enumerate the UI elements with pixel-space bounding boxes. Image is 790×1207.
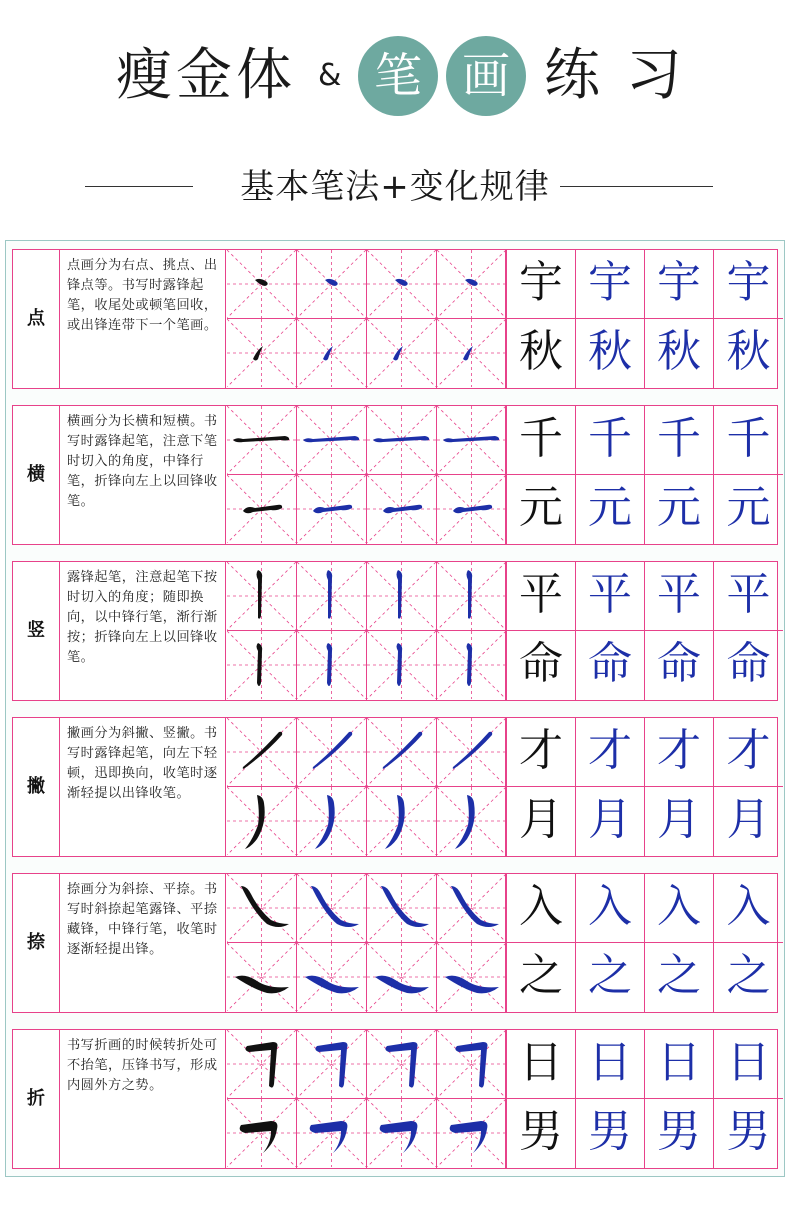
example-character-cell: 才 — [576, 718, 645, 787]
brush-stroke-heng-long — [367, 406, 436, 474]
practice-sheet — [5, 240, 785, 1177]
title-circle-2: 画 — [446, 36, 526, 116]
example-character-cell: 才 — [645, 718, 714, 787]
example-character-cell: 宇 — [714, 250, 783, 319]
section-label: 竖 — [13, 562, 60, 700]
brush-stroke-dot-tick — [227, 319, 296, 387]
example-character-cell: 月 — [645, 787, 714, 856]
example-character-cell: 月 — [507, 787, 576, 856]
section-2 — [12, 405, 778, 545]
example-character-cell: 日 — [507, 1030, 576, 1099]
stroke-practice-cell — [297, 943, 367, 1012]
brush-stroke-zhe-2 — [367, 1099, 436, 1167]
brush-stroke-zhe-2 — [437, 1099, 506, 1167]
section-description: 点画分为右点、挑点、出锋点等。书写时露锋起笔，收尾处或顿笔回收，或出锋连带下一个笔画。 — [60, 250, 226, 388]
stroke-practice-cell — [227, 475, 297, 544]
stroke-practice-cell — [227, 718, 297, 787]
stroke-practice-cell — [367, 1030, 437, 1099]
stroke-practice-cell — [437, 1030, 507, 1099]
example-character-cell: 元 — [726, 482, 771, 533]
example-character-cell: 日 — [714, 1030, 783, 1099]
brush-stroke-shu-2 — [437, 631, 506, 699]
brush-stroke-shu-1 — [437, 562, 506, 630]
example-character-cell: 入 — [576, 874, 645, 943]
stroke-practice-cell — [227, 1099, 297, 1168]
example-character-cell: 秋 — [645, 319, 714, 388]
brush-stroke-na-flat — [367, 943, 436, 1011]
stroke-practice-cell — [297, 631, 367, 700]
brush-stroke-heng-long — [227, 406, 296, 474]
example-character-cell: 命 — [726, 638, 771, 689]
example-character-cell: 命 — [645, 631, 714, 700]
stroke-practice-cell — [367, 631, 437, 700]
section-description: 露锋起笔，注意起笔下按时切入的角度；随即换向，以中锋行笔，渐行渐按；折锋向左上以回锋收笔。 — [60, 562, 226, 700]
example-character-cell: 秋 — [576, 319, 645, 388]
section-3 — [12, 561, 778, 701]
brush-stroke-heng-short — [227, 475, 296, 543]
brush-stroke-pie-slant — [437, 718, 506, 786]
brush-stroke-pie-slant — [227, 718, 296, 786]
section-description: 横画分为长横和短横。书写时露锋起笔，注意下笔时切入的角度，中锋行笔，折锋向左上以回锋收笔。 — [60, 406, 226, 544]
brush-stroke-dot-tick — [437, 319, 506, 387]
stroke-practice-cell — [297, 1099, 367, 1168]
brush-stroke-pie-vertical — [437, 787, 506, 855]
brush-stroke-zhe-1 — [367, 1030, 436, 1098]
brush-stroke-dot-right — [367, 250, 436, 318]
brush-stroke-dot-right — [437, 250, 506, 318]
stroke-practice-cell — [297, 406, 367, 475]
example-character-cell: 秋 — [507, 319, 576, 388]
brush-stroke-pie-slant — [297, 718, 366, 786]
section-label: 横 — [13, 406, 60, 544]
brush-stroke-heng-long — [297, 406, 366, 474]
example-character-cell: 日 — [645, 1030, 714, 1099]
brush-stroke-dot-right — [297, 250, 366, 318]
example-character-cell: 千 — [645, 406, 714, 475]
brush-stroke-heng-long — [437, 406, 506, 474]
brush-stroke-shu-1 — [297, 562, 366, 630]
stroke-practice-cell — [227, 943, 297, 1012]
brush-stroke-na-slant — [227, 874, 296, 942]
stroke-practice-cell — [367, 319, 437, 388]
brush-stroke-dot-right — [227, 250, 296, 318]
brush-stroke-shu-2 — [297, 631, 366, 699]
example-character-cell: 宇 — [576, 250, 645, 319]
brush-stroke-heng-short — [437, 475, 506, 543]
section-6 — [12, 1029, 778, 1169]
example-character-cell: 平 — [507, 562, 576, 631]
stroke-practice-cell — [297, 787, 367, 856]
brush-stroke-shu-1 — [227, 562, 296, 630]
stroke-practice-cell — [297, 562, 367, 631]
stroke-practice-cell — [227, 1030, 297, 1099]
section-label: 撇 — [13, 718, 60, 856]
example-character-cell: 宇 — [507, 250, 576, 319]
example-character-cell: 元 — [645, 475, 714, 544]
section-description: 书写折画的时候转折处可不抬笔，压锋书写，形成内圆外方之势。 — [60, 1030, 226, 1168]
example-character-cell: 千 — [714, 406, 783, 475]
section-description: 撇画分为斜撇、竖撇。书写时露锋起笔，向左下轻顿，迅即换向，收笔时逐渐轻提以出锋收笔。 — [60, 718, 226, 856]
example-character-cell: 男 — [726, 1106, 771, 1157]
brush-stroke-pie-vertical — [367, 787, 436, 855]
stroke-practice-cell — [367, 787, 437, 856]
example-character-cell: 日 — [576, 1030, 645, 1099]
example-character-cell: 平 — [714, 562, 783, 631]
section-description: 捺画分为斜捺、平捺。书写时斜捺起笔露锋、平捺藏锋，中锋行笔，收笔时逐渐轻提出锋。 — [60, 874, 226, 1012]
example-character-cell: 之 — [645, 943, 714, 1012]
stroke-practice-cell — [367, 1099, 437, 1168]
brush-stroke-na-slant — [367, 874, 436, 942]
brush-stroke-na-slant — [297, 874, 366, 942]
title-circle-1: 笔 — [358, 36, 438, 116]
brush-stroke-pie-vertical — [227, 787, 296, 855]
section-4 — [12, 717, 778, 857]
section-1 — [12, 249, 778, 389]
title-part-2: 练 习 — [544, 43, 686, 108]
brush-stroke-shu-1 — [367, 562, 436, 630]
subtitle-row — [0, 162, 790, 212]
stroke-practice-cell — [367, 718, 437, 787]
stroke-practice-cell — [297, 874, 367, 943]
stroke-practice-cell — [437, 475, 507, 544]
stroke-practice-cell — [297, 475, 367, 544]
brush-stroke-shu-2 — [367, 631, 436, 699]
stroke-practice-cell — [227, 562, 297, 631]
example-character-cell: 平 — [576, 562, 645, 631]
title-part-1: 瘦金体 — [116, 43, 296, 108]
stroke-practice-cell — [437, 250, 507, 319]
example-character-cell: 命 — [576, 631, 645, 700]
stroke-practice-cell — [227, 874, 297, 943]
stroke-practice-cell — [297, 250, 367, 319]
stroke-practice-cell — [437, 787, 507, 856]
stroke-practice-cell — [437, 406, 507, 475]
stroke-practice-cell — [297, 718, 367, 787]
brush-stroke-dot-tick — [297, 319, 366, 387]
brush-stroke-pie-vertical — [297, 787, 366, 855]
example-character-cell: 千 — [507, 406, 576, 475]
example-character-cell: 入 — [714, 874, 783, 943]
example-character-cell: 入 — [645, 874, 714, 943]
brush-stroke-heng-short — [367, 475, 436, 543]
example-character-cell: 才 — [507, 718, 576, 787]
example-character-cell: 男 — [645, 1099, 714, 1168]
example-character-cell: 命 — [507, 631, 576, 700]
section-label: 点 — [13, 250, 60, 388]
example-character-cell: 月 — [576, 787, 645, 856]
example-character-cell: 才 — [714, 718, 783, 787]
example-character-cell: 秋 — [726, 326, 771, 377]
brush-stroke-na-flat — [437, 943, 506, 1011]
brush-stroke-na-flat — [227, 943, 296, 1011]
stroke-practice-cell — [367, 475, 437, 544]
brush-stroke-zhe-2 — [227, 1099, 296, 1167]
stroke-practice-cell — [227, 787, 297, 856]
example-character-cell: 元 — [576, 475, 645, 544]
example-character-cell: 之 — [726, 950, 771, 1001]
section-5 — [12, 873, 778, 1013]
brush-stroke-heng-short — [297, 475, 366, 543]
example-character-cell: 平 — [645, 562, 714, 631]
brush-stroke-zhe-1 — [437, 1030, 506, 1098]
stroke-practice-cell — [297, 1030, 367, 1099]
stroke-practice-cell — [227, 250, 297, 319]
brush-stroke-dot-tick — [367, 319, 436, 387]
title-row — [0, 34, 790, 118]
stroke-practice-cell — [367, 562, 437, 631]
example-character-cell: 男 — [507, 1099, 576, 1168]
brush-stroke-zhe-1 — [297, 1030, 366, 1098]
stroke-practice-cell — [437, 562, 507, 631]
brush-stroke-na-slant — [437, 874, 506, 942]
stroke-practice-cell — [367, 406, 437, 475]
stroke-practice-cell — [437, 319, 507, 388]
title-ampersand: & — [318, 58, 342, 93]
example-character-cell: 月 — [726, 794, 771, 845]
stroke-practice-cell — [297, 319, 367, 388]
stroke-practice-cell — [227, 631, 297, 700]
brush-stroke-zhe-2 — [297, 1099, 366, 1167]
brush-stroke-na-flat — [297, 943, 366, 1011]
stroke-practice-cell — [367, 250, 437, 319]
example-character-cell: 男 — [576, 1099, 645, 1168]
stroke-practice-cell — [437, 1099, 507, 1168]
section-label: 捺 — [13, 874, 60, 1012]
brush-stroke-shu-2 — [227, 631, 296, 699]
stroke-practice-cell — [227, 319, 297, 388]
brush-stroke-zhe-1 — [227, 1030, 296, 1098]
example-character-cell: 入 — [507, 874, 576, 943]
example-character-cell: 千 — [576, 406, 645, 475]
stroke-practice-cell — [227, 406, 297, 475]
stroke-practice-cell — [367, 943, 437, 1012]
stroke-practice-cell — [437, 943, 507, 1012]
stroke-practice-cell — [367, 874, 437, 943]
stroke-practice-cell — [437, 631, 507, 700]
example-character-cell: 之 — [576, 943, 645, 1012]
example-character-cell: 之 — [507, 943, 576, 1012]
example-character-cell: 宇 — [645, 250, 714, 319]
subtitle: 基本笔法+变化规律 — [240, 167, 550, 207]
example-character-cell: 元 — [507, 475, 576, 544]
stroke-practice-cell — [437, 718, 507, 787]
stroke-practice-cell — [437, 874, 507, 943]
brush-stroke-pie-slant — [367, 718, 436, 786]
section-label: 折 — [13, 1030, 60, 1168]
